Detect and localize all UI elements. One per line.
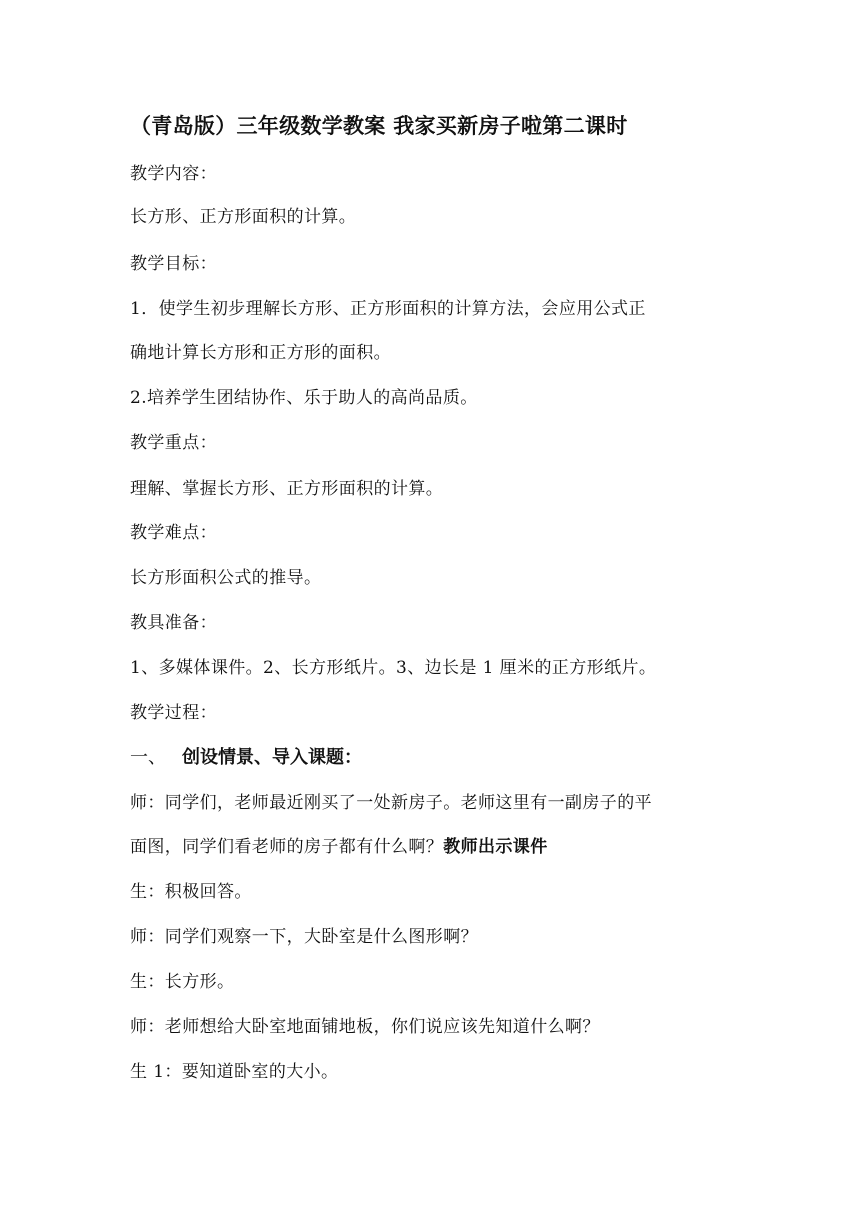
dialog4: 生：长方形。 [130, 972, 235, 992]
dialog3: 师：同学们观察一下，大卧室是什么图形啊？ [130, 927, 478, 947]
dialog1-line2-plain: 面图，同学们看老师的房子都有什么啊？ [130, 837, 444, 857]
section1-title: 创设情景、导入课题： [182, 747, 362, 768]
difficulty-text: 长方形面积公式的推导。 [130, 568, 322, 588]
dialog6: 生 1：要知道卧室的大小。 [130, 1062, 339, 1082]
goal1-line1: 1．使学生初步理解长方形、正方形面积的计算方法，会应用公式正 [130, 299, 646, 319]
dialog2: 生：积极回答。 [130, 882, 252, 902]
key-text: 理解、掌握长方形、正方形面积的计算。 [130, 479, 444, 499]
dialog1-line2-bold: 教师出示课件 [443, 837, 548, 857]
content-label: 教学内容： [130, 164, 217, 184]
process-label: 教学过程： [130, 703, 217, 723]
prep-label: 教具准备： [130, 613, 217, 633]
dialog1-line1: 师：同学们，老师最近刚买了一处新房子。老师这里有一副房子的平 [130, 793, 652, 813]
document-title: （青岛版）三年级数学教案 我家买新房子啦第二课时 [130, 114, 628, 138]
goal2-text: 2.培养学生团结协作、乐于助人的高尚品质。 [130, 388, 478, 408]
key-label: 教学重点： [130, 433, 217, 453]
goals-label: 教学目标： [130, 254, 217, 274]
goal1-line2: 确地计算长方形和正方形的面积。 [130, 343, 391, 363]
section1-heading [130, 745, 735, 771]
content-text: 长方形、正方形面积的计算。 [130, 207, 357, 227]
prep-text: 1、多媒体课件。2、长方形纸片。3、边长是 1 厘米的正方形纸片。 [130, 658, 657, 678]
section1-number: 一、 [130, 747, 166, 768]
difficulty-label: 教学难点： [130, 523, 217, 543]
dialog1-line2 [130, 835, 735, 859]
dialog5: 师：老师想给大卧室地面铺地板，你们说应该先知道什么啊？ [130, 1017, 600, 1037]
